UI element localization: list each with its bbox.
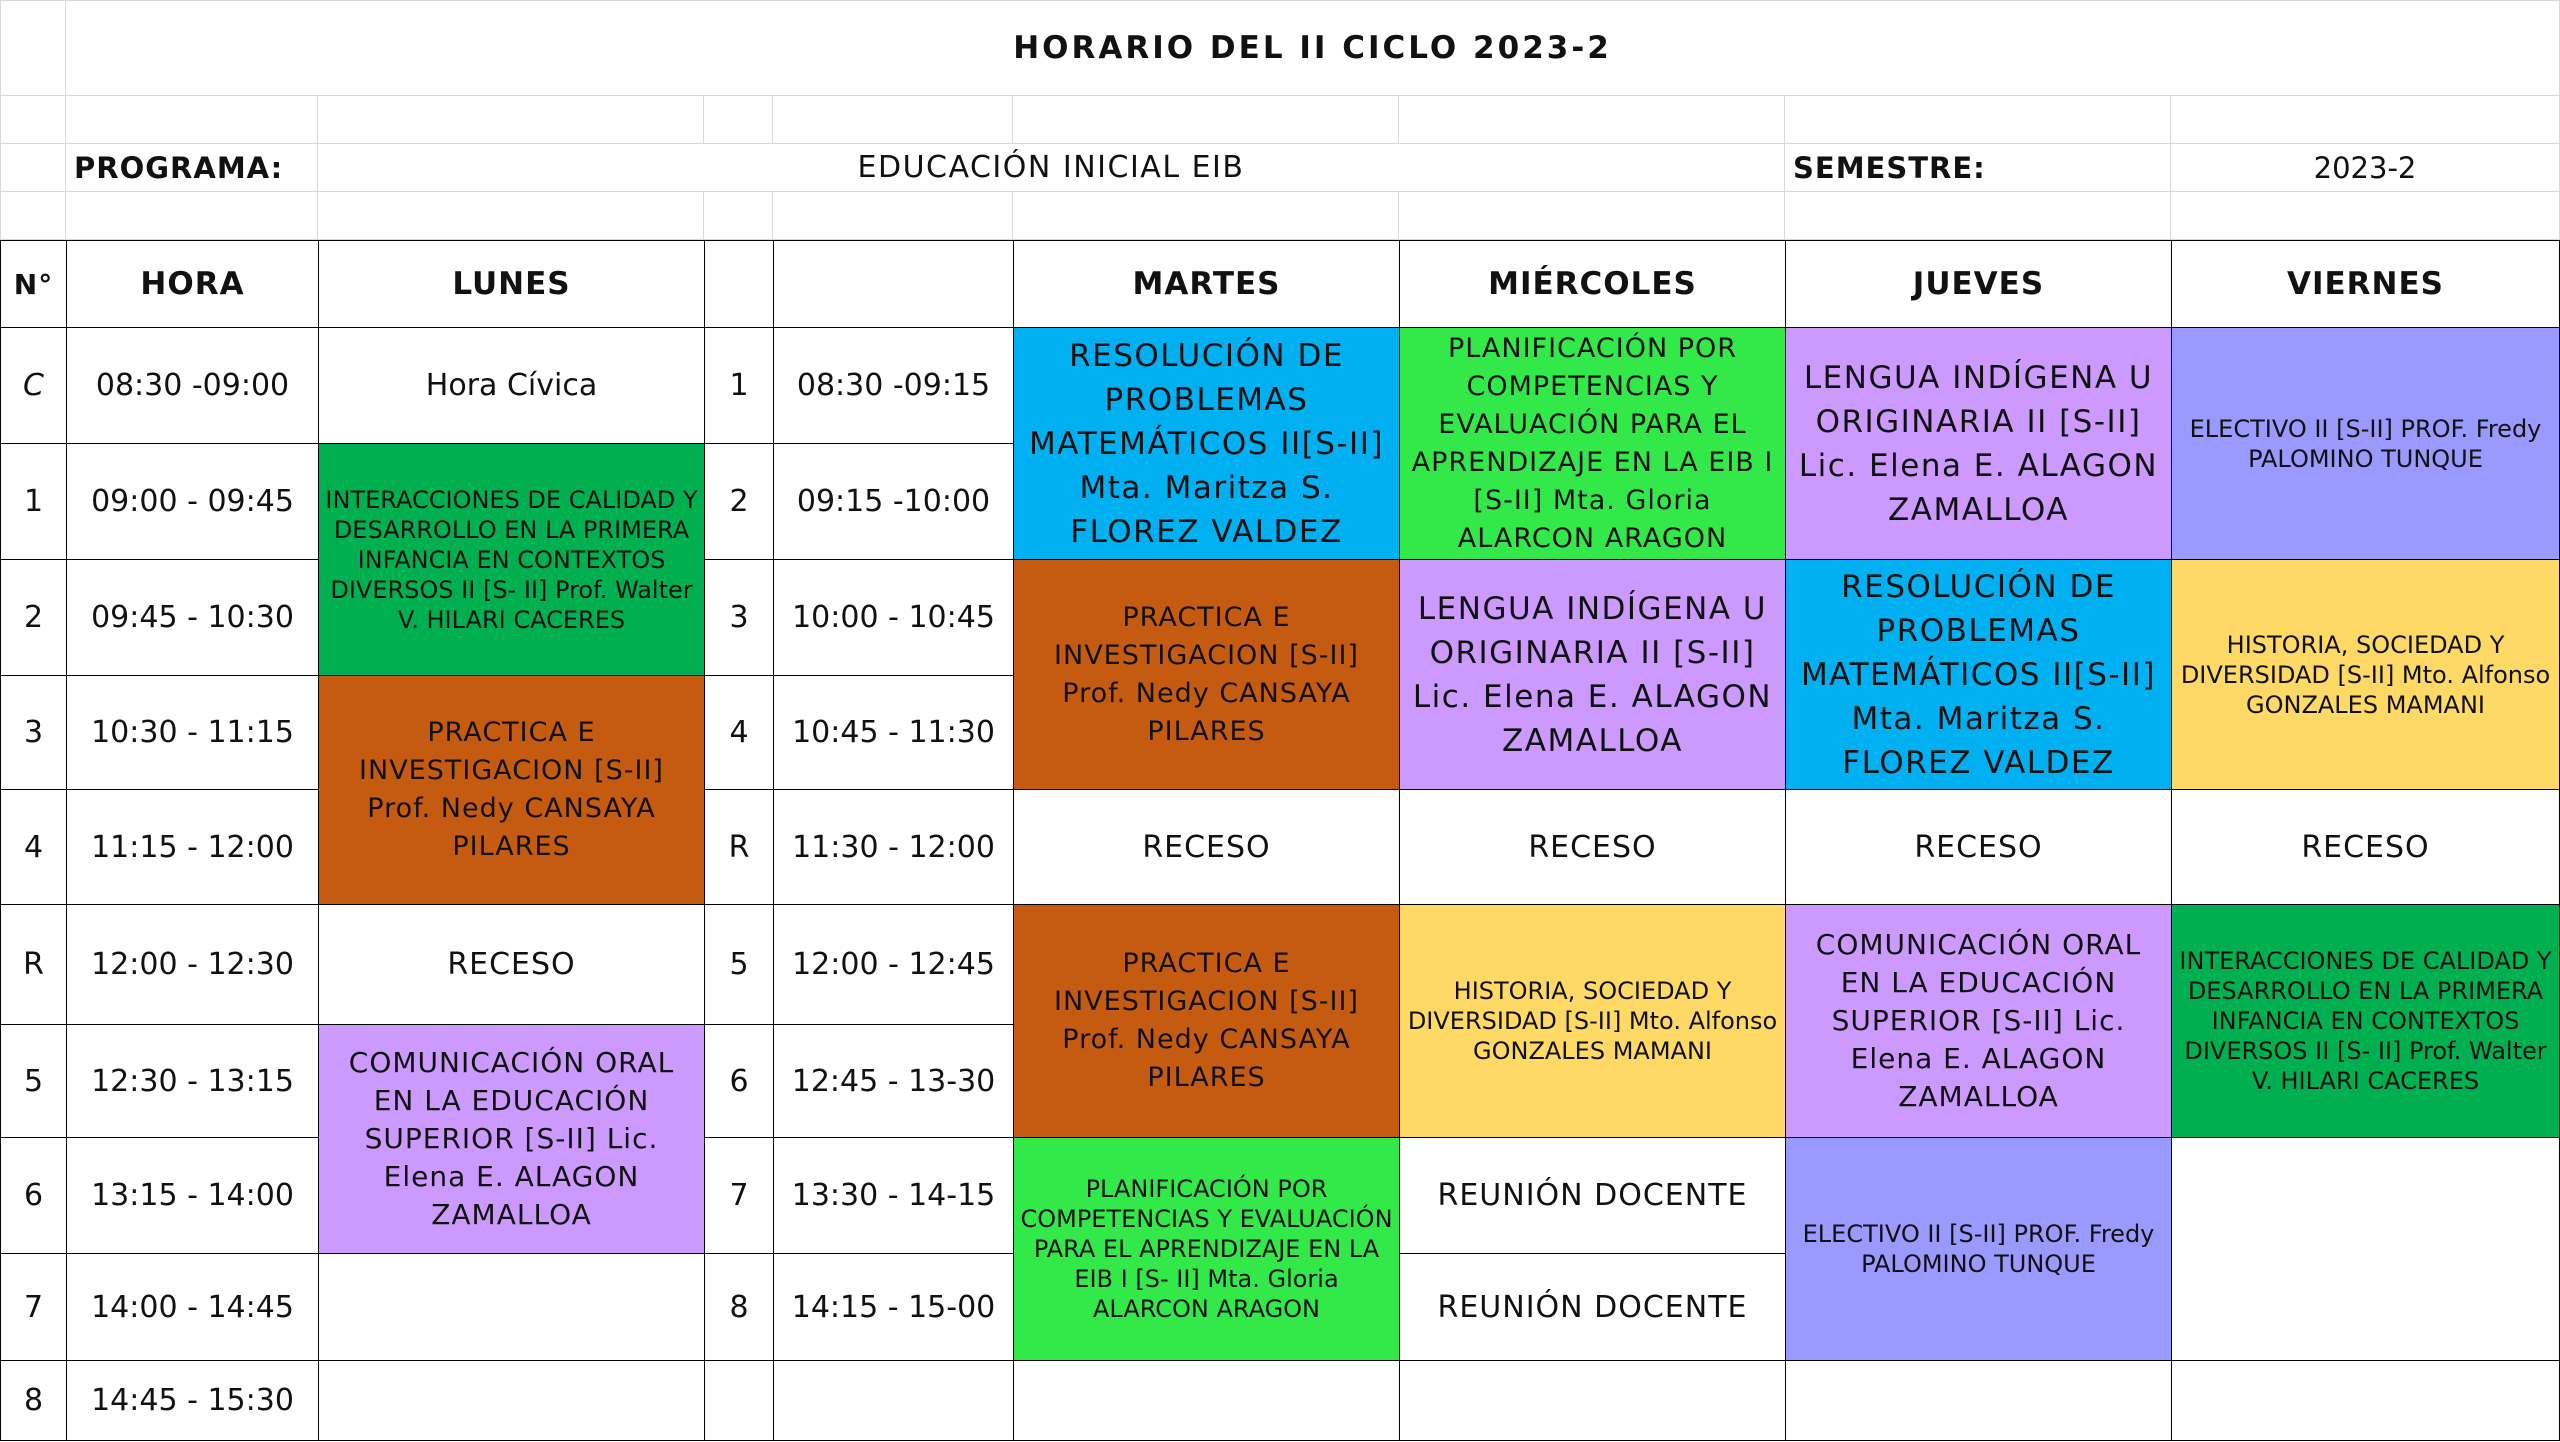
row-number: R xyxy=(0,904,67,1025)
lunes-receso: RECESO xyxy=(318,904,705,1025)
programa-label: PROGRAMA: xyxy=(66,144,318,192)
lunes-interacciones: INTERACCIONES DE CALIDAD Y DESARROLLO EN LA PRIMERA INFANCIA EN CONTEXTOS DIVERSOS II [S- II] Prof. Walter V. HILARI CACERES xyxy=(318,443,705,676)
semestre-label: SEMESTRE: xyxy=(1785,144,2171,192)
row-number: 8 xyxy=(0,1360,67,1441)
empty-cell xyxy=(773,1360,1014,1441)
time-slot: 09:45 - 10:30 xyxy=(66,559,319,676)
martes-receso: RECESO xyxy=(1013,789,1400,905)
grid-cell xyxy=(704,192,773,240)
grid-cell xyxy=(66,192,318,240)
time-slot: 08:30 -09:15 xyxy=(773,327,1014,444)
viernes-receso: RECESO xyxy=(2171,789,2560,905)
grid-cell xyxy=(0,0,66,96)
viernes-electivo: ELECTIVO II [S-II] PROF. Fredy PALOMINO TUNQUE xyxy=(2171,327,2560,560)
jueves-resolucion: RESOLUCIÓN DE PROBLEMAS MATEMÁTICOS II[S-II] Mta. Maritza S. FLOREZ VALDEZ xyxy=(1785,559,2172,790)
header-miercoles: MIÉRCOLES xyxy=(1399,240,1786,328)
time-slot: 10:30 - 11:15 xyxy=(66,675,319,790)
grid-cell xyxy=(318,192,704,240)
miercoles-historia: HISTORIA, SOCIEDAD Y DIVERSIDAD [S-II] Mto. Alfonso GONZALES MAMANI xyxy=(1399,904,1786,1138)
grid-cell xyxy=(1399,96,1785,144)
time-slot: 14:45 - 15:30 xyxy=(66,1360,319,1441)
row-number: 8 xyxy=(704,1253,774,1361)
grid-cell xyxy=(0,192,66,240)
row-number: 1 xyxy=(704,327,774,444)
lunes-comunicacion: COMUNICACIÓN ORAL EN LA EDUCACIÓN SUPERIOR [S-II] Lic. Elena E. ALAGON ZAMALLOA xyxy=(318,1024,705,1254)
grid-cell xyxy=(1013,192,1399,240)
row-number: R xyxy=(704,789,774,905)
time-slot: 12:30 - 13:15 xyxy=(66,1024,319,1138)
grid-cell xyxy=(1785,96,2171,144)
header-viernes: VIERNES xyxy=(2171,240,2560,328)
time-slot: 13:30 - 14-15 xyxy=(773,1137,1014,1254)
empty-cell xyxy=(1399,1360,1786,1441)
time-slot: 14:00 - 14:45 xyxy=(66,1253,319,1361)
jueves-electivo: ELECTIVO II [S-II] PROF. Fredy PALOMINO TUNQUE xyxy=(1785,1137,2172,1361)
viernes-historia: HISTORIA, SOCIEDAD Y DIVERSIDAD [S-II] Mto. Alfonso GONZALES MAMANI xyxy=(2171,559,2560,790)
row-number: 4 xyxy=(704,675,774,790)
row-number: 5 xyxy=(0,1024,67,1138)
grid-cell xyxy=(2171,192,2560,240)
row-number: 5 xyxy=(704,904,774,1025)
time-slot: 10:45 - 11:30 xyxy=(773,675,1014,790)
grid-cell xyxy=(318,96,704,144)
grid-cell xyxy=(2171,96,2560,144)
lunes-practica: PRACTICA E INVESTIGACION [S-II] Prof. Nedy CANSAYA PILARES xyxy=(318,675,705,905)
grid-cell xyxy=(0,144,66,192)
row-number: 4 xyxy=(0,789,67,905)
row-number: 7 xyxy=(0,1253,67,1361)
row-number: 3 xyxy=(0,675,67,790)
row-number: 3 xyxy=(704,559,774,676)
grid-cell xyxy=(1013,96,1399,144)
row-number: 6 xyxy=(0,1137,67,1254)
header-hora-2 xyxy=(773,240,1014,328)
time-slot: 13:15 - 14:00 xyxy=(66,1137,319,1254)
grid-cell xyxy=(66,96,318,144)
header-jueves: JUEVES xyxy=(1785,240,2172,328)
time-slot: 11:30 - 12:00 xyxy=(773,789,1014,905)
grid-cell xyxy=(1785,192,2171,240)
programa-value: EDUCACIÓN INICIAL EIB xyxy=(318,144,1785,192)
grid-cell xyxy=(0,96,66,144)
empty-cell xyxy=(1785,1360,2172,1441)
empty-cell xyxy=(318,1360,705,1441)
header-no: N° xyxy=(0,240,67,328)
time-slot: 09:15 -10:00 xyxy=(773,443,1014,560)
empty-cell xyxy=(704,1360,774,1441)
time-slot: 11:15 - 12:00 xyxy=(66,789,319,905)
time-slot: 12:45 - 13-30 xyxy=(773,1024,1014,1138)
row-number: C xyxy=(0,327,67,444)
row-number: 2 xyxy=(704,443,774,560)
miercoles-receso: RECESO xyxy=(1399,789,1786,905)
header-no-2 xyxy=(704,240,774,328)
header-martes: MARTES xyxy=(1013,240,1400,328)
martes-resolucion: RESOLUCIÓN DE PROBLEMAS MATEMÁTICOS II[S-II] Mta. Maritza S. FLOREZ VALDEZ xyxy=(1013,327,1400,560)
header-lunes: LUNES xyxy=(318,240,705,328)
jueves-receso: RECESO xyxy=(1785,789,2172,905)
empty-cell xyxy=(2171,1360,2560,1441)
row-number: 6 xyxy=(704,1024,774,1138)
time-slot: 14:15 - 15-00 xyxy=(773,1253,1014,1361)
viernes-interacciones: INTERACCIONES DE CALIDAD Y DESARROLLO EN LA PRIMERA INFANCIA EN CONTEXTOS DIVERSOS II [S- II] Prof. Walter V. HILARI CACERES xyxy=(2171,904,2560,1138)
grid-cell xyxy=(704,96,773,144)
time-slot: 09:00 - 09:45 xyxy=(66,443,319,560)
semestre-value: 2023-2 xyxy=(2171,144,2560,192)
empty-cell xyxy=(2171,1137,2560,1361)
jueves-lengua: LENGUA INDÍGENA U ORIGINARIA II [S-II] Lic. Elena E. ALAGON ZAMALLOA xyxy=(1785,327,2172,560)
miercoles-reunion-2: REUNIÓN DOCENTE xyxy=(1399,1253,1786,1361)
martes-planificacion: PLANIFICACIÓN POR COMPETENCIAS Y EVALUACIÓN PARA EL APRENDIZAJE EN LA EIB I [S- II] Mta. Gloria ALARCON ARAGON xyxy=(1013,1137,1400,1361)
lunes-hora-civica: Hora Cívica xyxy=(318,327,705,444)
miercoles-lengua: LENGUA INDÍGENA U ORIGINARIA II [S-II] Lic. Elena E. ALAGON ZAMALLOA xyxy=(1399,559,1786,790)
schedule-title: HORARIO DEL II CICLO 2023-2 xyxy=(66,0,2560,96)
time-slot: 08:30 -09:00 xyxy=(66,327,319,444)
martes-practica-2: PRACTICA E INVESTIGACION [S-II] Prof. Nedy CANSAYA PILARES xyxy=(1013,904,1400,1138)
grid-cell xyxy=(1399,192,1785,240)
empty-cell xyxy=(318,1253,705,1361)
row-number: 7 xyxy=(704,1137,774,1254)
martes-practica-1: PRACTICA E INVESTIGACION [S-II] Prof. Nedy CANSAYA PILARES xyxy=(1013,559,1400,790)
miercoles-planificacion: PLANIFICACIÓN POR COMPETENCIAS Y EVALUACIÓN PARA EL APRENDIZAJE EN LA EIB I [S-II] Mta. Gloria ALARCON ARAGON xyxy=(1399,327,1786,560)
grid-cell xyxy=(773,192,1013,240)
header-hora: HORA xyxy=(66,240,319,328)
empty-cell xyxy=(1013,1360,1400,1441)
time-slot: 12:00 - 12:30 xyxy=(66,904,319,1025)
row-number: 2 xyxy=(0,559,67,676)
time-slot: 10:00 - 10:45 xyxy=(773,559,1014,676)
time-slot: 12:00 - 12:45 xyxy=(773,904,1014,1025)
grid-cell xyxy=(773,96,1013,144)
miercoles-reunion-1: REUNIÓN DOCENTE xyxy=(1399,1137,1786,1254)
jueves-comunicacion: COMUNICACIÓN ORAL EN LA EDUCACIÓN SUPERIOR [S-II] Lic. Elena E. ALAGON ZAMALLOA xyxy=(1785,904,2172,1138)
row-number: 1 xyxy=(0,443,67,560)
